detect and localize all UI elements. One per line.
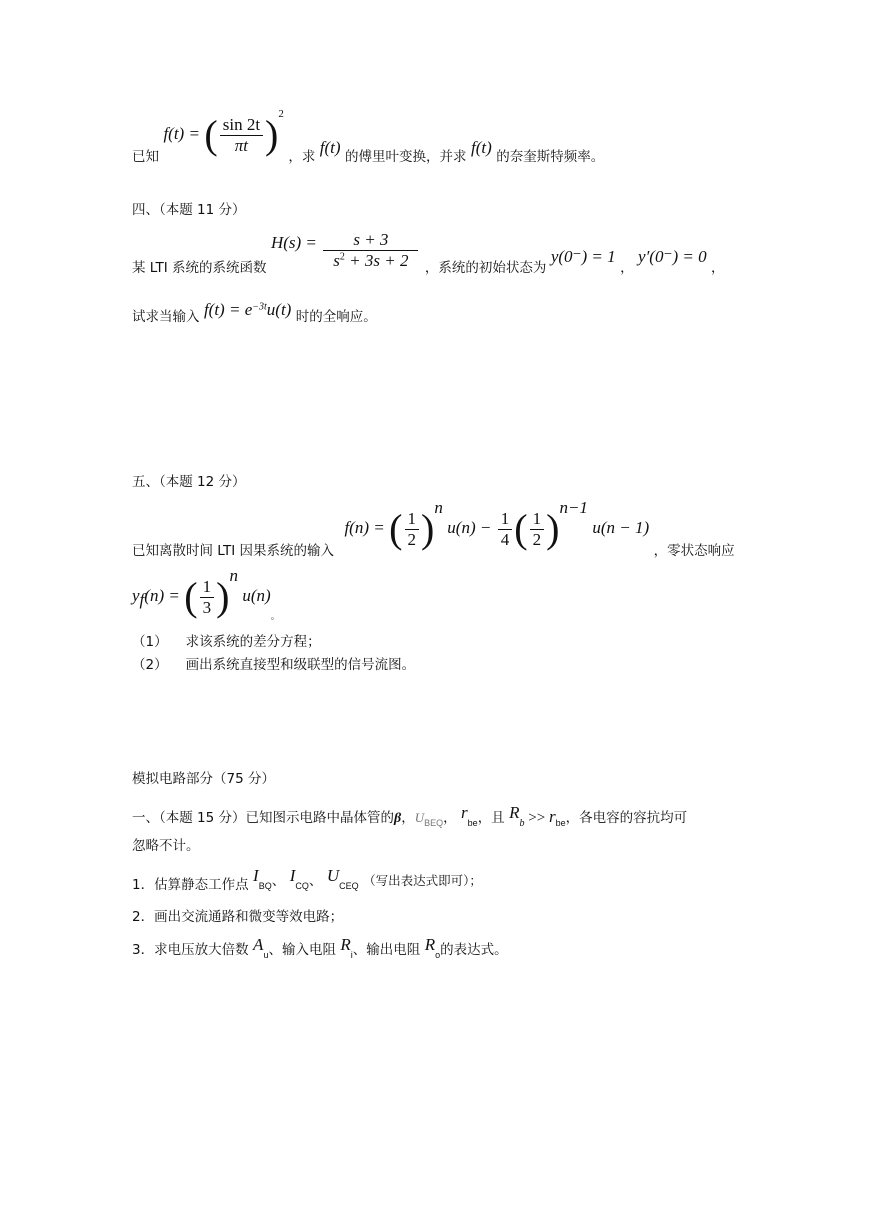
q3-fraction: $\frac{\sin 2t}{\pi t}$ bbox=[220, 115, 263, 155]
analog-q1-line1: 一、（本题 15 分）已知图示电路中晶体管的β，$U_{BEQ}$， $r_{be}$，且 $R_b >> r_{be}$，各电容的容抗均可 bbox=[132, 803, 688, 829]
q5-statement-line1: 已知离散时间 LTI 因果系统的输入 f(n) = ( $\frac{1}{2}$ )$^n$ u(n) − $\frac{1}{4}$ ( $\frac{1}{2}$ )$^{n-1}$ u(n − 1) ，零状态响应 bbox=[132, 498, 735, 559]
q5-item-1: （1） 求该系统的差分方程； bbox=[132, 634, 321, 650]
q5-zero-state-response: $y_f(n)$ = ( $\frac{1}{3}$ )$^n$ $u(n)_。$ bbox=[132, 566, 280, 622]
q4-statement-line2: 试求当输入 $f(t) = e^{-3t}u(t)$ 时的全响应。 bbox=[132, 300, 377, 325]
q3-func-lhs: f(t) = bbox=[163, 124, 200, 143]
q4-transfer-fraction: $\frac{s + 3}{s^2 + 3s + 2}$ bbox=[323, 230, 418, 270]
q3-statement: 已知 f(t) = ( $\frac{\sin 2t}{\pi t}$ )$^2$ ，求 f(t) 的傅里叶变换，并求 f(t) 的奈奎斯特频率。 bbox=[132, 108, 605, 165]
analog-part-1: 1．估算静态工作点 $I_{BQ}$、 $I_{CQ}$、 $U_{CEQ}$ （写出表达式即可）； bbox=[132, 866, 482, 893]
q4-statement-line1: 某 LTI 系统的系统函数 H(s) = $\frac{s + 3}{s^2 + 3s + 2}$ ，系统的初始状态为 y(0⁻) = 1 ， y′(0⁻) = 0 ， bbox=[132, 230, 725, 277]
analog-q1-line2: 忽略不计。 bbox=[132, 838, 200, 854]
analog-section-title: 模拟电路部分（75 分） bbox=[132, 771, 275, 787]
q4-heading: 四、（本题 11 分） bbox=[132, 202, 246, 218]
q5-item-2: （2） 画出系统直接型和级联型的信号流图。 bbox=[132, 657, 416, 673]
analog-part-3: 3．求电压放大倍数 $A_u$、输入电阻 $R_i$、输出电阻 $R_o$的表达式。 bbox=[132, 935, 508, 960]
q5-heading: 五、（本题 12 分） bbox=[132, 474, 246, 490]
analog-part-2: 2．画出交流通路和微变等效电路； bbox=[132, 909, 344, 925]
